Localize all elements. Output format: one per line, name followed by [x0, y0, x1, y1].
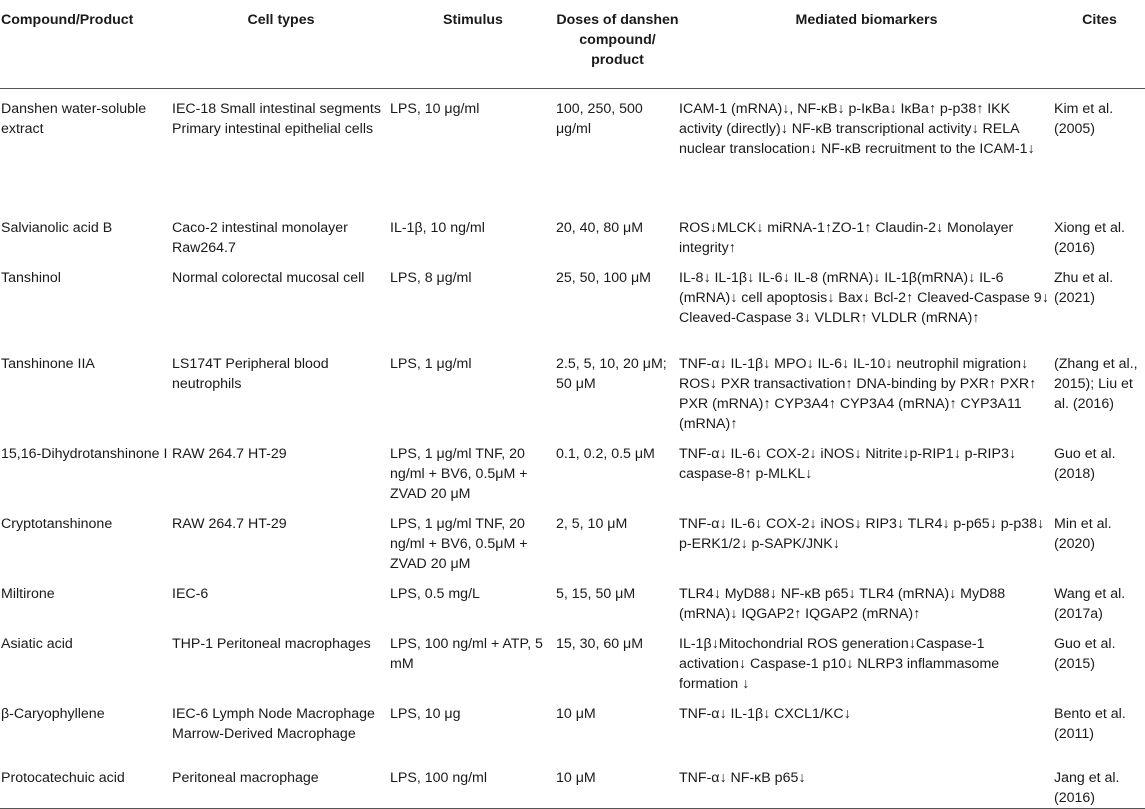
- dose-cell: 20, 40, 80 μM: [556, 220, 644, 236]
- stimulus-cell: LPS, 10 μg: [390, 706, 461, 722]
- table-row: [0, 694, 1145, 758]
- dose-cell: 15, 30, 60 μM: [556, 636, 644, 652]
- biomarkers-cell: ROS↓MLCK↓ miRNA-1↑ZO-1↑ Claudin-2↓ Monolayer integrity↑: [679, 220, 1014, 256]
- compound-cell: Cryptotanshinone: [1, 516, 113, 532]
- stimulus-cell: LPS, 1 μg/ml TNF, 20 ng/ml + BV6, 0.5μM + ZVAD 20 μM: [390, 446, 528, 502]
- stimulus-cell: LPS, 100 ng/ml: [390, 758, 556, 809]
- cell-types-cell: THP-1 Peritoneal macrophages: [172, 636, 371, 652]
- compound-cell: Salvianolic acid B: [1, 220, 113, 236]
- cell-types-cell: IEC-6: [172, 586, 209, 602]
- biomarkers-cell: TNF-α↓ IL-1β↓ CXCL1/KC↓: [679, 706, 851, 722]
- cite-cell: Guo et al. (2018): [1054, 446, 1116, 482]
- biomarkers-cell: ICAM-1 (mRNA)↓, NF-κB↓ p-IκBa↓ IκBa↑ p-p38↑ IKK activity (directly)↓ NF-κB transcriptional activity↓ RELA nuclear translocation↓ NF-κB recruitment to the ICAM-1↓: [679, 100, 1035, 157]
- table-row: [0, 434, 1145, 504]
- cell-types-cell: Caco-2 intestinal monolayer Raw264.7: [172, 220, 348, 256]
- dose-cell: 10 μM: [556, 706, 596, 722]
- dose-cell: 2.5, 5, 10, 20 μM; 50 μM: [556, 356, 667, 392]
- table-row: [0, 344, 1145, 434]
- compound-cell: Miltirone: [1, 586, 55, 602]
- dose-cell: 5, 15, 50 μM: [556, 586, 636, 602]
- table-row: [0, 504, 1145, 574]
- biomarkers-cell: TNF-α↓ NF-κB p65↓: [679, 758, 1054, 809]
- stimulus-cell: LPS, 0.5 mg/L: [390, 586, 480, 602]
- compound-cell: Tanshinone IIA: [1, 356, 95, 372]
- biomarkers-cell: IL-8↓ IL-1β↓ IL-6↓ IL-8 (mRNA)↓ IL-1β(mRNA)↓ IL-6 (mRNA)↓ cell apoptosis↓ Bax↓ Bcl-2↑ Cleaved-Caspase 9↓ Cleaved-Caspase 3↓ VLDLR↑ VLDLR (mRNA)↑: [679, 270, 1049, 326]
- dose-cell: 2, 5, 10 μM: [556, 516, 628, 532]
- table-row: [0, 574, 1145, 624]
- biomarkers-cell: TNF-α↓ IL-1β↓ MPO↓ IL-6↓ IL-10↓ neutrophil migration↓ ROS↓ PXR transactivation↑ DNA-binding by PXR↑ PXR↑ PXR (mRNA)↑ CYP3A4↑ CYP3A4 (mRNA)↑ CYP3A11 (mRNA)↑: [679, 356, 1037, 432]
- stimulus-cell: IL-1β, 10 ng/ml: [390, 220, 485, 236]
- biomarkers-cell: TLR4↓ MyD88↓ NF-κB p65↓ TLR4 (mRNA)↓ MyD88 (mRNA)↓ IQGAP2↑ IQGAP2 (mRNA)↑: [679, 586, 1006, 622]
- header-cites: Cites: [1054, 0, 1145, 88]
- compound-cell: Protocatechuic acid: [0, 758, 172, 809]
- cite-cell: Wang et al. (2017a): [1054, 586, 1126, 622]
- compound-cell: Asiatic acid: [1, 636, 73, 652]
- dose-cell: 0.1, 0.2, 0.5 μM: [556, 446, 655, 462]
- header-stimulus: Stimulus: [390, 0, 556, 88]
- cell-types-cell: IEC-6 Lymph Node Macrophage Marrow-Derived Macrophage: [172, 706, 375, 742]
- stimulus-cell: LPS, 10 μg/ml: [390, 100, 480, 117]
- stimulus-cell: LPS, 8 μg/ml: [390, 270, 472, 286]
- header-cell-types: Cell types: [172, 0, 390, 88]
- stimulus-cell: LPS, 100 ng/ml + ATP, 5 mM: [390, 636, 543, 672]
- cite-cell: Min et al. (2020): [1054, 516, 1112, 552]
- biomarkers-cell: IL-1β↓Mitochondrial ROS generation↓Caspase-1 activation↓ Caspase-1 p10↓ NLRP3 inflammasome formation ↓: [679, 636, 1000, 692]
- cite-cell: Xiong et al. (2016): [1054, 220, 1125, 256]
- table-row: [0, 258, 1145, 344]
- compound-cell: 15,16-Dihydrotanshinone I: [1, 446, 168, 462]
- cite-cell: Kim et al. (2005): [1054, 100, 1114, 137]
- biomarkers-cell: TNF-α↓ IL-6↓ COX-2↓ iNOS↓ RIP3↓ TLR4↓ p-p65↓ p-p38↓ p-ERK1/2↓ p-SAPK/JNK↓: [679, 516, 1045, 552]
- cell-types-cell: RAW 264.7 HT-29: [172, 516, 287, 532]
- biomarkers-cell: TNF-α↓ IL-6↓ COX-2↓ iNOS↓ Nitrite↓p-RIP1↓ p-RIP3↓ caspase-8↑ p-MLKL↓: [679, 446, 1016, 482]
- table-row: [0, 88, 1145, 208]
- dose-cell: 100, 250, 500 μg/ml: [556, 100, 643, 137]
- compound-cell: Tanshinol: [1, 270, 61, 286]
- header-doses: Doses of danshen compound/ product: [556, 0, 679, 88]
- stimulus-cell: LPS, 1 μg/ml: [390, 356, 472, 372]
- compound-cell: Danshen water-soluble extract: [1, 100, 147, 137]
- header-row: [0, 0, 1145, 88]
- cite-cell: (Zhang et al., 2015); Liu et al. (2016): [1054, 356, 1138, 412]
- cell-types-cell: RAW 264.7 HT-29: [172, 446, 287, 462]
- header-biomarkers: Mediated biomarkers: [679, 0, 1054, 88]
- dose-cell: 10 μM: [556, 758, 679, 809]
- cite-cell: Zhu et al. (2021): [1054, 270, 1114, 306]
- stimulus-cell: LPS, 1 μg/ml TNF, 20 ng/ml + BV6, 0.5μM + ZVAD 20 μM: [390, 516, 528, 572]
- table-row: [0, 208, 1145, 258]
- cite-cell: Guo et al. (2015): [1054, 636, 1116, 672]
- table-row: [0, 624, 1145, 694]
- cite-cell: Bento et al. (2011): [1054, 706, 1126, 742]
- cell-types-cell: Normal colorectal mucosal cell: [172, 270, 365, 286]
- cite-cell: Jang et al. (2016): [1054, 758, 1145, 809]
- cell-types-cell: LS174T Peripheral blood neutrophils: [172, 356, 329, 392]
- cell-types-cell: Peritoneal macrophage: [172, 758, 390, 809]
- dose-cell: 25, 50, 100 μM: [556, 270, 651, 286]
- header-compound: Compound/Product: [0, 0, 172, 88]
- cell-types-cell: IEC-18 Small intestinal segments Primary intestinal epithelial cells: [172, 100, 381, 137]
- compound-cell: β-Caryophyllene: [1, 706, 105, 722]
